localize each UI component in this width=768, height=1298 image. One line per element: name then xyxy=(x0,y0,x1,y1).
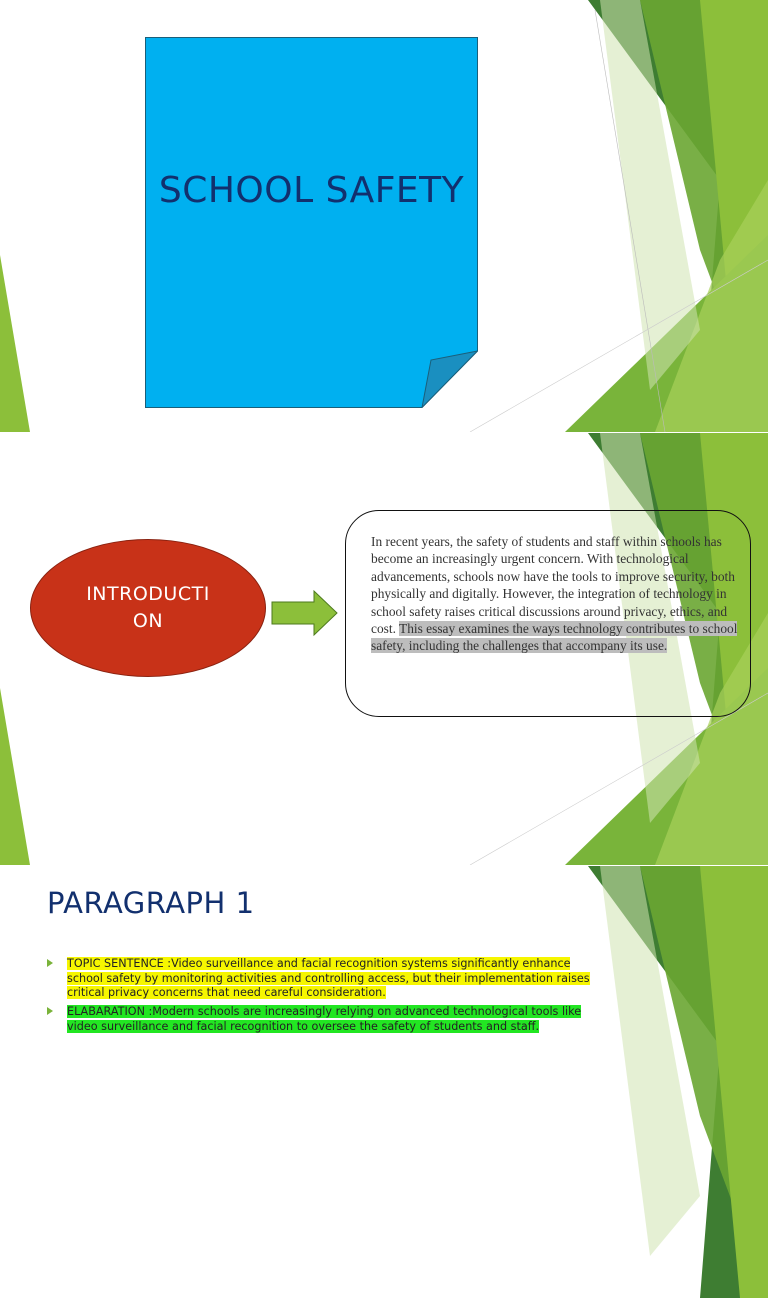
left-green-sliver xyxy=(0,255,30,432)
introduction-label-line2: ON xyxy=(132,610,164,632)
paragraph-title: PARAGRAPH 1 xyxy=(47,886,255,920)
introduction-label-line1: INTRODUCTI xyxy=(86,583,210,605)
introduction-paragraph xyxy=(371,533,739,655)
sticky-note xyxy=(145,37,478,408)
bullet-arrow-icon xyxy=(47,959,53,967)
left-green-sliver xyxy=(0,688,30,865)
topic-sentence-text: TOPIC SENTENCE :Video surveillance and facial recognition systems significantly enhance school safety by monitoring activities and controlling access, but their implementation raises critical privacy concerns that need careful consideration. xyxy=(67,957,590,1000)
introduction-thesis-highlight: This essay examines the ways technology contributes to school safety, including the challenges that accompany its use. xyxy=(371,621,738,654)
slide-title xyxy=(0,0,768,432)
slide-background xyxy=(0,866,768,1298)
list-item xyxy=(47,1005,607,1034)
right-arrow-icon xyxy=(271,589,339,637)
slide-paragraph-1 xyxy=(0,866,768,1298)
slide-introduction xyxy=(0,433,768,865)
elaboration-text: ELABARATION :Modern schools are increasingly relying on advanced technological tools like video surveillance and facial recognition to oversee the safety of students and staff. xyxy=(67,1005,582,1033)
introduction-paragraph-text: In recent years, the safety of students and staff within schools has become an increasingly urgent concern. With technological advancements, schools now have the tools to improve security, both physically and digitally. However, the integration of technology in school safety raises critical discussions around privacy, ethics, and cost. xyxy=(371,534,735,637)
list-item xyxy=(47,957,607,1001)
bullet-arrow-icon xyxy=(47,1007,53,1015)
introduction-label xyxy=(30,581,266,635)
slide-title-text: SCHOOL SAFETY xyxy=(158,170,465,211)
